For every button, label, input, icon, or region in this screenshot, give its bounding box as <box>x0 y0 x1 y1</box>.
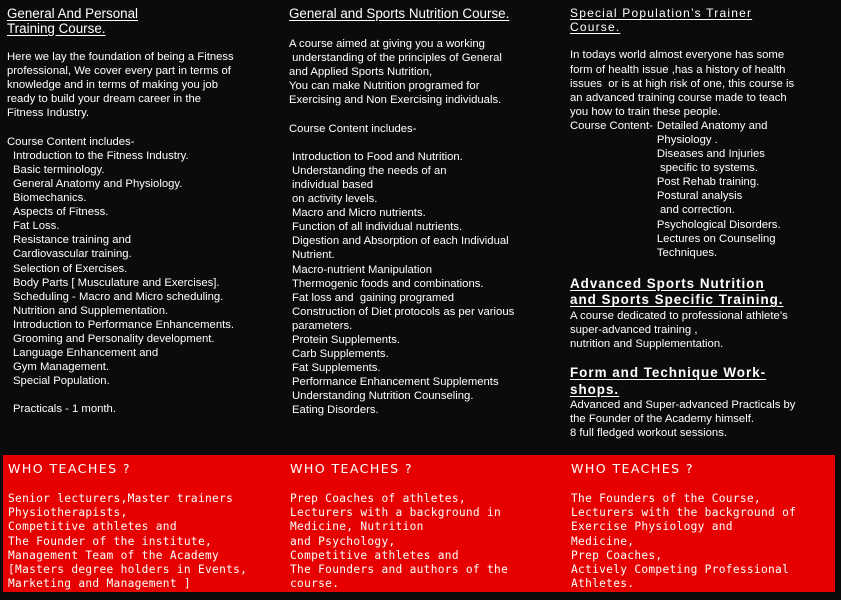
course3-content <box>570 119 835 260</box>
list-item: Physiology . <box>656 133 718 146</box>
who-teaches-line: Exercise Physiology and <box>571 520 733 534</box>
list-item: Basic terminology. <box>13 163 105 176</box>
who-teaches-line: The Founder of the institute, <box>8 534 213 548</box>
list-item: Introduction to the Fitness Industry. <box>13 149 189 162</box>
intro-line: A course aimed at giving you a working <box>289 38 485 50</box>
who-teaches-line: Physiotherapists, <box>8 506 128 520</box>
who-teaches-line: [Masters degree holders in Events, <box>8 563 248 577</box>
course2-intro <box>289 37 565 107</box>
list-item: Macro-nutrient Manipulation <box>292 263 433 276</box>
list-item: Psychological Disorders. <box>656 218 781 231</box>
course1-title-line2: Training Course. <box>7 21 106 36</box>
list-item: Special Population. <box>13 375 110 388</box>
who-teaches-2 <box>290 461 562 591</box>
who-teaches-line: Actively Competing Professional <box>571 563 790 577</box>
list-item: Protein Supplements. <box>292 333 401 346</box>
list-item: Techniques. <box>656 246 718 259</box>
course1-content-list <box>7 149 279 417</box>
list-item: Biomechanics. <box>13 192 87 205</box>
list-item: Fat Loss. <box>13 220 60 233</box>
who-teaches-1 <box>8 461 280 591</box>
who-teaches-heading: WHO TEACHES ? <box>290 461 413 476</box>
list-item: individual based <box>292 178 374 191</box>
course1-intro <box>7 50 279 120</box>
course1-practicals: Practicals - 1 month. <box>13 403 116 416</box>
list-item: Nutrient. <box>292 249 335 262</box>
list-item: Resistance training and <box>13 234 132 247</box>
who-teaches-line: Competitive athletes and <box>290 548 459 562</box>
intro-line: Exercising and Non Exercising individuals. <box>289 94 502 107</box>
list-item: Introduction to Performance Enhancements. <box>13 318 235 331</box>
list-item: Postural analysis <box>656 190 743 203</box>
list-item: Function of all individual nutrients. <box>292 221 463 234</box>
course5-body <box>570 398 835 440</box>
body-line: Advanced and Super-advanced Practicals by <box>570 399 796 412</box>
list-item: Cardiovascular training. <box>13 248 132 261</box>
list-item: Fat loss and gaining programed <box>292 291 455 304</box>
who-teaches-line: Management Team of the Academy <box>8 548 220 562</box>
who-teaches-3 <box>571 461 833 591</box>
list-item: on activity levels. <box>292 193 378 206</box>
course2-content-heading: Course Content includes- <box>289 122 417 135</box>
list-item: Language Enhancement and <box>13 347 159 360</box>
intro-line: ready to build your dream career in the <box>7 93 202 106</box>
who-teaches-line: course. <box>290 577 340 591</box>
who-teaches-line: The Founders of the Course, <box>571 492 761 505</box>
list-item: Fat Supplements. <box>292 362 381 375</box>
who-teaches-line: Prep Coaches, <box>571 548 663 562</box>
course5-title-line1: Form and Technique Work- <box>570 365 767 381</box>
course3-title-line2: Course. <box>570 20 621 35</box>
intro-line: Here we lay the foundation of being a Fitness <box>7 51 234 64</box>
course2-title: General and Sports Nutrition Course. <box>289 6 510 21</box>
body-line: nutrition and Supplementation. <box>570 338 724 350</box>
list-item: Diseases and Injuries <box>656 148 765 161</box>
who-teaches-line: Senior lecturers,Master trainers <box>8 492 234 505</box>
who-teaches-line: The Founders and authors of the <box>290 563 509 577</box>
intro-line: you how to train these people. <box>570 105 721 118</box>
list-item: Scheduling - Macro and Micro scheduling. <box>13 290 224 303</box>
course1-content-heading: Course Content includes- <box>7 135 135 148</box>
list-item: Introduction to Food and Nutrition. <box>292 150 463 163</box>
course-general-sports-nutrition <box>289 6 565 418</box>
course-special-population <box>570 6 835 440</box>
body-line: super-advanced training , <box>570 323 698 336</box>
course3-content-label: Course Content- <box>570 119 653 132</box>
intro-line: In todays world almost everyone has some <box>570 49 785 62</box>
body-line: the Founder of the Academy himself. <box>570 413 754 426</box>
list-item: Thermogenic foods and combinations. <box>292 277 484 290</box>
list-item: Carb Supplements. <box>292 348 389 361</box>
intro-line: professional, We cover every part in terms of <box>7 65 231 78</box>
who-teaches-heading: WHO TEACHES ? <box>8 461 131 476</box>
list-item: Grooming and Personality development. <box>13 332 215 345</box>
who-teaches-line: Medicine, Nutrition <box>290 520 424 534</box>
list-item: Body Parts [ Musculature and Exercises]. <box>13 276 220 289</box>
body-line: A course dedicated to professional athlete’s <box>570 309 788 322</box>
course5-title-line2: shops. <box>570 381 620 397</box>
who-teaches-line: Athletes. <box>571 577 635 591</box>
list-item: Detailed Anatomy and <box>656 119 768 132</box>
list-item: Gym Management. <box>13 361 110 374</box>
course1-title <box>7 6 279 36</box>
who-teaches-line: Competitive athletes and <box>8 520 177 534</box>
body-line: 8 full fledged workout sessions. <box>570 427 727 440</box>
course4-title-line1: Advanced Sports Nutrition <box>570 275 765 291</box>
course4-title <box>570 276 835 309</box>
who-teaches-line: Lecturers with the background of <box>571 506 797 520</box>
list-item: Understanding Nutrition Counseling. <box>292 390 474 403</box>
who-teaches-line: Lecturers with a background in <box>290 506 502 520</box>
course4-body <box>570 309 835 351</box>
intro-line: Fitness Industry. <box>7 107 90 120</box>
list-item: Macro and Micro nutrients. <box>292 207 426 220</box>
who-teaches-line: Marketing and Management ] <box>8 577 191 591</box>
intro-line: form of health issue ,has a history of health <box>570 63 786 76</box>
intro-line: an advanced training course made to teach <box>570 91 787 104</box>
intro-line: understanding of the principles of General <box>289 52 502 65</box>
list-item: Eating Disorders. <box>292 404 379 417</box>
who-teaches-line: Medicine, <box>571 534 635 548</box>
list-item: Post Rehab training. <box>656 176 760 189</box>
list-item: Understanding the needs of an <box>292 164 447 177</box>
list-item: Selection of Exercises. <box>13 262 128 275</box>
list-item: specific to systems. <box>656 162 758 175</box>
intro-line: issues or is at high risk of one, this course is <box>570 77 795 90</box>
course-general-personal-training <box>7 6 279 417</box>
who-teaches-line: Prep Coaches of athletes, <box>290 492 466 505</box>
course3-intro <box>570 48 835 118</box>
list-item: General Anatomy and Physiology. <box>13 177 183 190</box>
course5-title <box>570 365 835 398</box>
course4-title-line2: and Sports Specific Training. <box>570 292 784 308</box>
course3-title-line1: Special Population’s Trainer <box>570 6 753 20</box>
intro-line: You can make Nutrition programed for <box>289 80 480 93</box>
list-item: Lectures on Counseling <box>656 232 776 245</box>
list-item: Nutrition and Supplementation. <box>13 304 169 317</box>
list-item: Digestion and Absorption of each Individual <box>292 235 509 248</box>
intro-line: and Applied Sports Nutrition, <box>289 66 433 79</box>
who-teaches-heading: WHO TEACHES ? <box>571 461 694 476</box>
who-teaches-line: and Psychology, <box>290 534 396 548</box>
list-item: Aspects of Fitness. <box>13 206 109 219</box>
list-item: Construction of Diet protocols as per various <box>292 305 515 318</box>
course3-title <box>570 6 835 34</box>
list-item: Performance Enhancement Supplements <box>292 376 499 389</box>
list-item: parameters. <box>292 319 353 332</box>
course1-title-line1: General And Personal <box>7 6 139 21</box>
intro-line: knowledge and in terms of making you job <box>7 79 218 92</box>
course2-content-list <box>289 150 565 418</box>
list-item: and correction. <box>656 204 735 217</box>
course3-content-list <box>657 119 781 260</box>
